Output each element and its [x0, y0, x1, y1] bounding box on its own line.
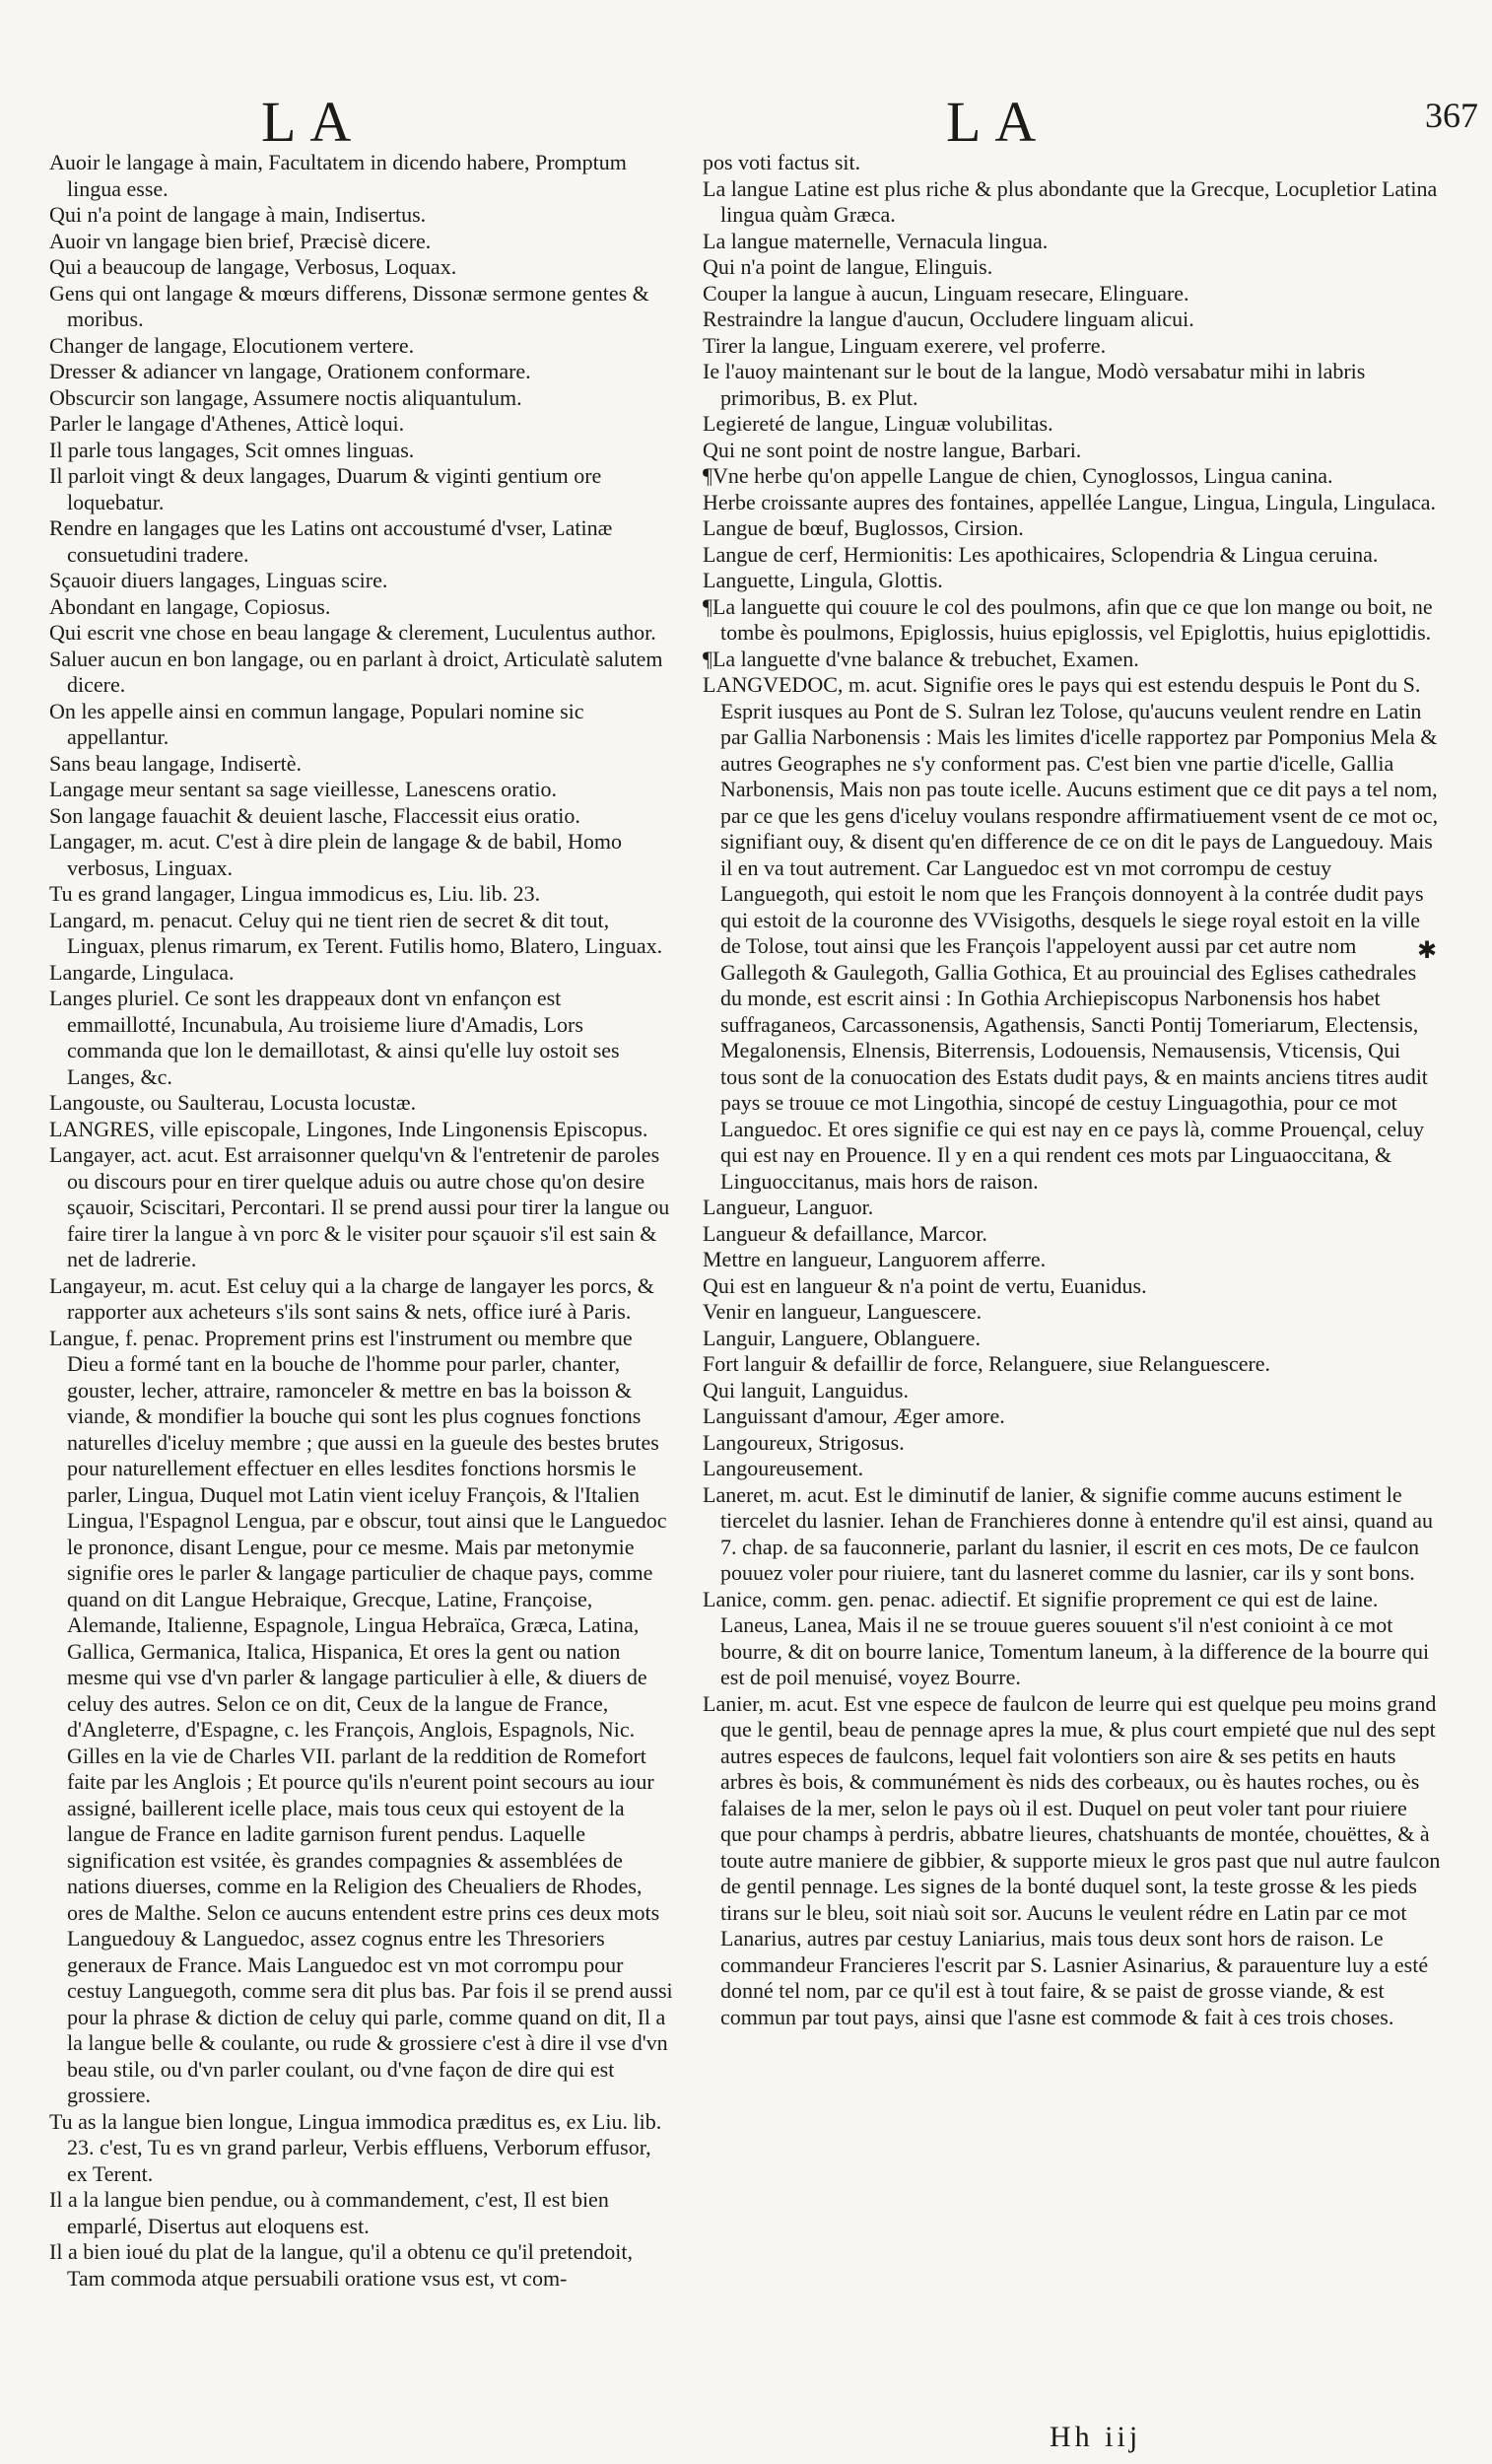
dictionary-entry: Langayeur, m. acut. Est celuy qui a la charge de langayer les porcs, & rapporter aux acheteurs s'ils sont sains & nets, office iuré à Paris. — [49, 1272, 654, 1324]
dictionary-entry: Son langage fauachit & deuient lasche, Flaccessit eius oratio. — [49, 802, 580, 828]
dictionary-entry: Il a bien ioué du plat de la langue, qu'il a obtenu ce qu'il pretendoit, Tam commoda atque persuabili oratione vsus est, vt com- — [49, 2239, 633, 2291]
dictionary-entry: Qui languit, Languidus. — [703, 1377, 909, 1403]
dictionary-entry: Qui a beaucoup de langage, Verbosus, Loquax. — [49, 254, 457, 279]
dictionary-entry: Il parloit vingt & deux langages, Duarum & viginti gentium ore loquebatur. — [49, 463, 602, 514]
running-header-left: LA — [261, 90, 366, 154]
dictionary-entry: Abondant en langage, Copiosus. — [49, 593, 331, 619]
dictionary-entry: Ie l'auoy maintenant sur le bout de la langue, Modò versabatur mihi in labris primoribus, B. ex Plut. — [703, 359, 1366, 410]
dictionary-entry: Langes pluriel. Ce sont les drappeaux dont vn enfançon est emmaillotté, Incunabula, Au troisieme liure d'Amadis, Lors commanda que lon le demaillotast, & ainsi qu'elle luy ostoit ses Langes, &c. — [49, 986, 620, 1089]
dictionary-entry: Auoir le langage à main, Facultatem in dicendo habere, Promptum lingua esse. — [49, 150, 627, 201]
dictionary-entry: Lanier, m. acut. Est vne espece de faulcon de leurre qui est quelque peu moins grand que le gentil, beau de pennage apres la mue, & plus court empieté que nul des sept autres especes de faulcons, lequel fait volontiers son aire & ses petits en hauts arbres ès bois, & communément ès nids des corbeaux, ou ès hautes roches, ou ès falaises de la mer, selon le pays où il est. Duquel on peut voler tant pour riuiere que pour champs à perdris, abbatre lieures, chatshuants de montée, chouëttes, & à toute autre maniere de gibbier, & supporte mieux le gros past que nul autre faulcon de gentil pennage. Les signes de la bonté duquel sont, la teste grosse & les pieds tirans sur le bleu, soit niaù soit sor. Aucuns le veulent rédre en Latin par ce mot Lanarius, autres par cestuy Laniarius, mais tous deux sont hors de raison. Le commandeur Francieres l'escrit par S. Lasnier Asinarius, & parauenture luy a esté donné tel nom, par ce qu'il est à tout faire, & se paist de grosse viande, & est commun par tout pays, ainsi que l'asne est commode & fait à ces trois choses. — [703, 1690, 1441, 2029]
dictionary-entry: Obscurcir son langage, Assumere noctis aliquantulum. — [49, 384, 522, 410]
dictionary-entry: La langue Latine est plus riche & plus abondante que la Grecque, Locupletior Latina lingua quàm Græca. — [703, 175, 1438, 227]
dictionary-entry: Qui n'a point de langue, Elinguis. — [703, 254, 993, 279]
page-number: 367 — [1425, 96, 1478, 135]
dictionary-entry: Legiereté de langue, Linguæ volubilitas. — [703, 411, 1053, 436]
dictionary-entry: Langue, f. penac. Proprement prins est l'instrument ou membre que Dieu a formé tant en la bouche de l'homme pour parler, chanter, gouster, lecher, attraire, ramonceler & mettre en bas la boisson & viande, & mondifier la bouche qui sont les plus cognues fonctions naturelles d'iceluy membre ; que aussi en la gueule des bestes brutes pour naturellement effectuer en elles lesdites fonctions horsmis le parler, Lingua, Duquel mot Latin vient iceluy François, & l'Italien Lingua, l'Espagnol Lengua, par e obscur, tout ainsi que le Languedoc le prononce, disant Lengue, pour ce mesme. Mais par metonymie signifie ores le parler & langage particulier de chaque pays, comme quand on dit Langue Hebraique, Grecque, Latine, Françoise, Alemande, Italienne, Espagnole, Lingua Hebraïca, Græca, Latina, Gallica, Germanica, Italica, Hispanica, Et ores la gent ou nation mesme qui vse d'vn parler & langage particulier à elle, & diuers de celuy des autres. Selon ce on dit, Ceux de la langue de France, d'Angleterre, d'Espagne, c. les François, Anglois, Espagnols, Nic. Gilles en la vie de Charles VII. parlant de la reddition de Romefort faite par les Anglois ; Et pource qu'ils n'eurent point secours au iour assigné, baillerent icelle place, mais tous ceux qui estoyent de la langue de France en ladite garnison furent pendus. Laquelle signification est vsitée, ès grandes compagnies & assemblées de nations diuerses, comme en la Religion des Cheualiers de Rhodes, ores de Malthe. Selon ce aucuns entendent estre prins ces deux mots Languedouy & Languedoc, assez cognus entre les Thresoriers generaux de France. Mais Languedoc est vn mot corrompu pour cestuy Languegoth, comme sera dit plus bas. Par fois il se prend aussi pour la phrase & diction de celuy qui parle, comme quand on dit, Il a la langue belle & coulante, ou rude & grossiere c'est à dire il vse d'vn beau stile, ou d'vn parler coulant, ou d'vne façon de dire qui est grossiere. — [49, 1325, 673, 2107]
dictionary-entry: Il a la langue bien pendue, ou à commandement, c'est, Il est bien emparlé, Disertus aut eloquens est. — [49, 2187, 609, 2238]
dictionary-entry: Venir en langueur, Languescere. — [703, 1299, 983, 1324]
dictionary-entry: Langoureusement. — [703, 1456, 864, 1480]
dictionary-entry: Tu as la langue bien longue, Lingua immodica præditus es, ex Liu. lib. 23. c'est, Tu es vn grand parleur, Verbis effluens, Verborum effusor, ex Terent. — [49, 2108, 662, 2186]
dictionary-entry: LANGRES, ville episcopale, Lingones, Inde Lingonensis Episcopus. — [49, 1116, 648, 1141]
margin-mark: ✱ — [1417, 936, 1438, 964]
dictionary-entry: Langueur, Languor. — [703, 1195, 874, 1219]
dictionary-entry: Qui ne sont point de nostre langue, Barbari. — [703, 437, 1082, 462]
dictionary-entry: ¶La languette qui couure le col des poulmons, afin que ce que lon mange ou boit, ne tombe ès poulmons, Epiglossis, huius epiglossis, vel Epiglottis, huius epiglottidis. — [703, 593, 1433, 645]
left-column — [49, 150, 675, 2292]
dictionary-entry: La langue maternelle, Vernacula lingua. — [703, 228, 1049, 253]
dictionary-entry: Langue de bœuf, Buglossos, Cirsion. — [703, 515, 1024, 540]
dictionary-entry: Sans beau langage, Indisertè. — [49, 750, 302, 776]
dictionary-entry: ¶Vne herbe qu'on appelle Langue de chien, Cynoglossos, Lingua canina. — [703, 463, 1333, 488]
dictionary-entry: Tu es grand langager, Lingua immodicus es, Liu. lib. 23. — [49, 881, 541, 906]
dictionary-entry: Langage meur sentant sa sage vieillesse, Lanescens oratio. — [49, 777, 557, 801]
dictionary-entry: Langue de cerf, Hermionitis: Les apothicaires, Sclopendria & Lingua ceruina. — [703, 541, 1379, 567]
dictionary-entry: Lanice, comm. gen. penac. adiectif. Et signifie proprement ce qui est de laine. Laneus, Lanea, Mais il ne se trouue gueres souuent s'il n'est conioint à ce mot bourre, & dit on bourre lanice, Tomentum laneum, à la difference de la bourre qui est de poil menuisé, voyez Bourre. — [703, 1586, 1430, 1689]
dictionary-entry: Langouste, ou Saulterau, Locusta locustæ. — [49, 1090, 417, 1115]
dictionary-entry: Couper la langue à aucun, Linguam resecare, Elinguare. — [703, 280, 1189, 306]
right-column — [703, 150, 1442, 2030]
dictionary-entry: Dresser & adiancer vn langage, Orationem conformare. — [49, 359, 531, 383]
dictionary-entry: Gens qui ont langage & mœurs differens, Dissonæ sermone gentes & moribus. — [49, 280, 649, 331]
dictionary-entry: Languissant d'amour, Æger amore. — [703, 1403, 1005, 1428]
dictionary-entry: Saluer aucun en bon langage, ou en parlant à droict, Articulatè salutem dicere. — [49, 646, 663, 697]
dictionary-entry: Langager, m. acut. C'est à dire plein de langage & de babil, Homo verbosus, Linguax. — [49, 829, 623, 880]
signature-mark: Hh iij — [1050, 2421, 1142, 2453]
dictionary-entry: Languette, Lingula, Glottis. — [703, 568, 943, 592]
running-header-right: LA — [946, 90, 1051, 154]
dictionary-entry: Langard, m. penacut. Celuy qui ne tient rien de secret & dit tout, Linguax, plenus rimarum, ex Terent. Futilis homo, Blatero, Linguax. — [49, 907, 663, 958]
dictionary-entry: Langarde, Lingulaca. — [49, 959, 235, 985]
dictionary-entry: On les appelle ainsi en commun langage, Populari nomine sic appellantur. — [49, 698, 584, 749]
dictionary-entry: Languir, Languere, Oblanguere. — [703, 1325, 981, 1350]
dictionary-entry: Parler le langage d'Athenes, Atticè loqui. — [49, 411, 405, 436]
dictionary-entry: Qui est en langueur & n'a point de vertu, Euanidus. — [703, 1272, 1147, 1298]
dictionary-entry: Qui n'a point de langage à main, Indisertus. — [49, 202, 427, 227]
dictionary-entry: Sçauoir diuers langages, Linguas scire. — [49, 568, 388, 592]
dictionary-entry: pos voti factus sit. — [703, 150, 861, 174]
dictionary-entry: Changer de langage, Elocutionem vertere. — [49, 332, 415, 358]
dictionary-entry: Langoureux, Strigosus. — [703, 1429, 905, 1455]
dictionary-entry: Langueur & defaillance, Marcor. — [703, 1220, 987, 1246]
dictionary-entry: Restraindre la langue d'aucun, Occludere linguam alicui. — [703, 307, 1194, 331]
dictionary-entry: Auoir vn langage bien brief, Præcisè dicere. — [49, 228, 432, 253]
dictionary-entry: Fort languir & defaillir de force, Relanguere, siue Relanguescere. — [703, 1351, 1271, 1376]
dictionary-entry: LANGVEDOC, m. acut. Signifie ores le pays qui est estendu despuis le Pont du S. Esprit iusques au Pont de S. Sulran lez Tolose, qu'aucuns veulent rendre en Latin par Gallia Narbonensis : Mais les limites d'icelle rapportez par Pomponius Mela & autres Geographes ne s'y conforment pas. C'est bien vne partie d'icelle, Gallia Narbonensis, Mais non pas toute icelle. Aucuns estiment que ce dit pays a tel nom, par ce que les gens d'iceluy voulans respondre affirmatiuement vsent de ce mot oc, signifiant ouy, & disent qu'en difference de ce on dit le pays de Languedouy. Mais il en va tout autrement. Car Languedoc est vn mot corrompu de cestuy Languegoth, qui estoit le nom que les François donnoyent à la contrée dudit pays qui estoit de la couronne des VVisigoths, desquels le siege royal estoit en la ville de Tolose, tout ainsi que les François l'appeloyent aussi par cet autre nom Gallegoth & Gaulegoth, Gallia Gothica, Et au prouincial des Eglises cathedrales du monde, est escrit ainsi : In Gothia Archiepiscopus Narbonensis hos habet suffraganeos, Carcassonensis, Agathensis, Sancti Pontij Tomeriarum, Electensis, Megalonensis, Elnensis, Biterrensis, Lodouensis, Nemausensis, Vticensis, Qui tous sont de la conuocation des Estats dudit pays, & en maints anciens titres audit pays se trouue ce mot Lingothia, sincopé de cestuy Linguagothia, pour ce mot Languedoc. Et ores signifie ce qui est nay en ce pays là, comme Prouençal, celuy qui est nay en Prouence. Il y en a qui rendent ces mots par Linguaoccitana, & Linguoccitanus, mais hors de raison. — [703, 672, 1439, 1194]
dictionary-entry: Il parle tous langages, Scit omnes linguas. — [49, 437, 415, 462]
dictionary-entry: Mettre en langueur, Languorem afferre. — [703, 1247, 1047, 1271]
dictionary-entry: Tirer la langue, Linguam exerere, vel proferre. — [703, 332, 1107, 358]
dictionary-entry: Laneret, m. acut. Est le diminutif de lanier, & signifie comme aucuns estiment le tiercelet du lasnier. Iehan de Franchieres donne à entendre qu'il est ainsi, quand au 7. chap. de sa fauconnerie, parlant du lasnier, il escrit en ces mots, De ce faulcon pouuez voler pour riuiere, tant du lasneret comme du lasnier, car ils y sont bons. — [703, 1481, 1433, 1585]
dictionary-entry: Herbe croissante aupres des fontaines, appellée Langue, Lingua, Lingula, Lingulaca. — [703, 489, 1437, 514]
dictionary-entry: Langayer, act. acut. Est arraisonner quelqu'vn & l'entretenir de paroles ou discours pour en tirer quelque aduis ou autre chose qu'on desire sçauoir, Sciscitari, Percontari. Il se prend aussi pour tirer la langue ou faire tirer la langue à vn porc & le visiter pour sçauoir s'il est sain & net de ladrerie. — [49, 1142, 670, 1271]
dictionary-entry: Rendre en langages que les Latins ont accoustumé d'vser, Latinæ consuetudini tradere. — [49, 515, 613, 567]
dictionary-entry: Qui escrit vne chose en beau langage & clerement, Luculentus author. — [49, 620, 656, 645]
dictionary-entry: ¶La languette d'vne balance & trebuchet, Examen. — [703, 646, 1139, 671]
